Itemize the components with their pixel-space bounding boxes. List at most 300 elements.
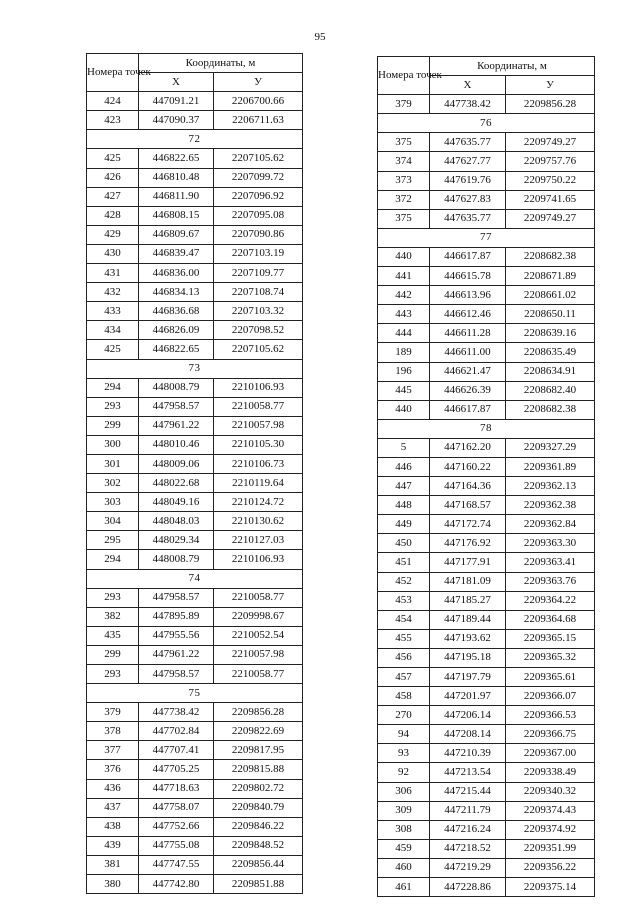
point-number-cell: 451 [378, 553, 430, 572]
point-number-cell: 432 [87, 283, 139, 302]
x-coordinate-cell: 447160.22 [430, 457, 506, 476]
x-coordinate-cell: 446811.90 [139, 187, 214, 206]
point-number-cell: 441 [378, 267, 430, 286]
point-number-cell: 427 [87, 187, 139, 206]
point-number-cell: 440 [378, 400, 430, 419]
x-coordinate-cell: 447210.39 [430, 744, 506, 763]
y-coordinate-cell: 2209363.41 [506, 553, 595, 572]
table-row [378, 267, 595, 286]
y-coordinate-cell: 2209364.68 [506, 610, 595, 629]
point-number-cell: 293 [87, 397, 139, 416]
point-number-cell: 453 [378, 591, 430, 610]
table-row [87, 454, 303, 473]
point-number-cell: 374 [378, 152, 430, 171]
y-coordinate-cell: 2209361.89 [506, 457, 595, 476]
x-coordinate-cell: 447705.25 [139, 760, 214, 779]
point-number-cell: 189 [378, 343, 430, 362]
x-coordinate-cell: 447162.20 [430, 438, 506, 457]
table-row [87, 474, 303, 493]
point-number-cell: 447 [378, 477, 430, 496]
x-coordinate-cell: 446834.13 [139, 283, 214, 302]
x-coordinate-cell: 447738.42 [430, 95, 506, 114]
table-row [378, 725, 595, 744]
point-number-cell: 379 [87, 703, 139, 722]
y-coordinate-cell: 2209365.15 [506, 629, 595, 648]
point-number-cell: 299 [87, 416, 139, 435]
point-number-cell: 428 [87, 206, 139, 225]
point-number-cell: 435 [87, 626, 139, 645]
plot-number-cell: 76 [378, 114, 595, 133]
y-coordinate-cell: 2208661.02 [506, 286, 595, 305]
coordinates-column-header: Координаты, м [430, 57, 595, 76]
x-column-header: X [430, 76, 506, 95]
x-coordinate-cell: 448022.68 [139, 474, 214, 493]
point-number-cell: 444 [378, 324, 430, 343]
point-number-cell: 425 [87, 149, 139, 168]
plot-group-row [378, 419, 595, 438]
table-row [87, 302, 303, 321]
y-coordinate-cell: 2208682.40 [506, 381, 595, 400]
x-coordinate-cell: 448010.46 [139, 435, 214, 454]
y-column-header: У [506, 76, 595, 95]
table-row [378, 648, 595, 667]
y-coordinate-cell: 2210106.93 [214, 378, 303, 397]
y-coordinate-cell: 2210127.03 [214, 531, 303, 550]
y-coordinate-cell: 2209366.07 [506, 687, 595, 706]
x-coordinate-cell: 447206.14 [430, 706, 506, 725]
x-coordinate-cell: 447185.27 [430, 591, 506, 610]
x-column-header: X [139, 73, 214, 92]
point-number-cell: 423 [87, 111, 139, 130]
point-number-cell: 442 [378, 286, 430, 305]
x-coordinate-cell: 447193.62 [430, 629, 506, 648]
y-coordinate-cell: 2209340.32 [506, 782, 595, 801]
point-number-cell: 293 [87, 588, 139, 607]
table-row [378, 324, 595, 343]
y-coordinate-cell: 2207096.92 [214, 187, 303, 206]
point-number-cell: 446 [378, 457, 430, 476]
y-coordinate-cell: 2209749.27 [506, 209, 595, 228]
point-number-cell: 308 [378, 820, 430, 839]
point-number-cell: 426 [87, 168, 139, 187]
x-coordinate-cell: 447895.89 [139, 607, 214, 626]
y-coordinate-cell: 2209846.22 [214, 817, 303, 836]
x-coordinate-cell: 447091.21 [139, 92, 214, 111]
table-row [378, 381, 595, 400]
table-row [378, 706, 595, 725]
point-number-cell: 293 [87, 665, 139, 684]
y-coordinate-cell: 2207103.19 [214, 244, 303, 263]
x-coordinate-cell: 447958.57 [139, 397, 214, 416]
plot-number-cell: 73 [87, 359, 303, 378]
x-coordinate-cell: 447747.55 [139, 855, 214, 874]
point-number-cell: 448 [378, 496, 430, 515]
x-coordinate-cell: 446810.48 [139, 168, 214, 187]
x-coordinate-cell: 446839.47 [139, 244, 214, 263]
page-number: 95 [314, 31, 326, 43]
table-row [87, 340, 303, 359]
x-coordinate-cell: 446822.65 [139, 149, 214, 168]
x-coordinate-cell: 448009.06 [139, 454, 214, 473]
y-coordinate-cell: 2209367.00 [506, 744, 595, 763]
table-row [378, 133, 595, 152]
table-row [87, 512, 303, 531]
points-column-header: Номера точек [378, 57, 430, 95]
y-coordinate-cell: 2207108.74 [214, 283, 303, 302]
x-coordinate-cell: 447742.80 [139, 875, 214, 894]
table-row [378, 496, 595, 515]
point-number-cell: 306 [378, 782, 430, 801]
y-coordinate-cell: 2209362.84 [506, 515, 595, 534]
point-number-cell: 382 [87, 607, 139, 626]
x-coordinate-cell: 446611.28 [430, 324, 506, 343]
x-coordinate-cell: 447958.57 [139, 665, 214, 684]
y-coordinate-cell: 2209822.69 [214, 722, 303, 741]
x-coordinate-cell: 447702.84 [139, 722, 214, 741]
y-coordinate-cell: 2209362.13 [506, 477, 595, 496]
y-coordinate-cell: 2209366.53 [506, 706, 595, 725]
table-row [378, 591, 595, 610]
table-row [87, 722, 303, 741]
x-coordinate-cell: 447635.77 [430, 133, 506, 152]
y-coordinate-cell: 2210105.30 [214, 435, 303, 454]
y-coordinate-cell: 2207099.72 [214, 168, 303, 187]
point-number-cell: 295 [87, 531, 139, 550]
plot-group-row [87, 359, 303, 378]
table-row [378, 687, 595, 706]
x-coordinate-cell: 448049.16 [139, 493, 214, 512]
point-number-cell: 438 [87, 817, 139, 836]
table-row [87, 283, 303, 302]
y-coordinate-cell: 2207095.08 [214, 206, 303, 225]
point-number-cell: 377 [87, 741, 139, 760]
x-coordinate-cell: 447738.42 [139, 703, 214, 722]
plot-group-row [87, 130, 303, 149]
point-number-cell: 302 [87, 474, 139, 493]
table-row [87, 760, 303, 779]
y-coordinate-cell: 2209840.79 [214, 798, 303, 817]
table-row [87, 626, 303, 645]
table-row [87, 149, 303, 168]
point-number-cell: 439 [87, 836, 139, 855]
x-coordinate-cell: 447181.09 [430, 572, 506, 591]
table-row [87, 244, 303, 263]
point-number-cell: 431 [87, 264, 139, 283]
point-number-cell: 303 [87, 493, 139, 512]
x-coordinate-cell: 446836.68 [139, 302, 214, 321]
y-coordinate-cell: 2209815.88 [214, 760, 303, 779]
plot-number-cell: 72 [87, 130, 303, 149]
plot-group-row [87, 684, 303, 703]
point-number-cell: 455 [378, 629, 430, 648]
x-coordinate-cell: 446617.87 [430, 247, 506, 266]
point-number-cell: 458 [378, 687, 430, 706]
table-row [378, 610, 595, 629]
points-column-header: Номера точек [87, 54, 139, 92]
point-number-cell: 445 [378, 381, 430, 400]
y-coordinate-cell: 2207103.32 [214, 302, 303, 321]
coordinates-table-left [86, 53, 303, 894]
table-row [378, 878, 595, 897]
y-coordinate-cell: 2210124.72 [214, 493, 303, 512]
y-coordinate-cell: 2209364.22 [506, 591, 595, 610]
y-coordinate-cell: 2209856.28 [506, 95, 595, 114]
y-coordinate-cell: 2209366.75 [506, 725, 595, 744]
table-row [87, 779, 303, 798]
x-coordinate-cell: 446611.00 [430, 343, 506, 362]
y-coordinate-cell: 2210119.64 [214, 474, 303, 493]
table-row [378, 839, 595, 858]
x-coordinate-cell: 447164.36 [430, 477, 506, 496]
plot-number-cell: 78 [378, 419, 595, 438]
point-number-cell: 452 [378, 572, 430, 591]
plot-group-row [87, 569, 303, 588]
point-number-cell: 449 [378, 515, 430, 534]
y-coordinate-cell: 2210106.73 [214, 454, 303, 473]
y-coordinate-cell: 2209750.22 [506, 171, 595, 190]
point-number-cell: 196 [378, 362, 430, 381]
y-coordinate-cell: 2209363.76 [506, 572, 595, 591]
point-number-cell: 461 [378, 878, 430, 897]
table-row [87, 588, 303, 607]
y-coordinate-cell: 2209362.38 [506, 496, 595, 515]
point-number-cell: 433 [87, 302, 139, 321]
y-coordinate-cell: 2207098.52 [214, 321, 303, 340]
x-coordinate-cell: 447201.97 [430, 687, 506, 706]
point-number-cell: 425 [87, 340, 139, 359]
y-coordinate-cell: 2209851.88 [214, 875, 303, 894]
table-row [87, 206, 303, 225]
y-coordinate-cell: 2209741.65 [506, 190, 595, 209]
y-coordinate-cell: 2208635.49 [506, 343, 595, 362]
point-number-cell: 92 [378, 763, 430, 782]
x-coordinate-cell: 446615.78 [430, 267, 506, 286]
point-number-cell: 5 [378, 438, 430, 457]
table-row [87, 550, 303, 569]
table-row [87, 665, 303, 684]
table-row [87, 416, 303, 435]
x-coordinate-cell: 448048.03 [139, 512, 214, 531]
point-number-cell: 94 [378, 725, 430, 744]
point-number-cell: 270 [378, 706, 430, 725]
coordinates-table-right [377, 56, 595, 897]
point-number-cell: 436 [87, 779, 139, 798]
y-coordinate-cell: 2208682.38 [506, 247, 595, 266]
table-row [378, 763, 595, 782]
point-number-cell: 372 [378, 190, 430, 209]
point-number-cell: 460 [378, 858, 430, 877]
x-coordinate-cell: 447197.79 [430, 668, 506, 687]
table-row [378, 190, 595, 209]
table-row [87, 645, 303, 664]
point-number-cell: 93 [378, 744, 430, 763]
point-number-cell: 301 [87, 454, 139, 473]
x-coordinate-cell: 447216.24 [430, 820, 506, 839]
y-coordinate-cell: 2207105.62 [214, 149, 303, 168]
table-row [378, 744, 595, 763]
plot-group-row [378, 114, 595, 133]
y-coordinate-cell: 2209757.76 [506, 152, 595, 171]
table-row [378, 534, 595, 553]
point-number-cell: 299 [87, 645, 139, 664]
y-coordinate-cell: 2209365.61 [506, 668, 595, 687]
table-row [378, 515, 595, 534]
x-coordinate-cell: 446809.67 [139, 225, 214, 244]
point-number-cell: 375 [378, 209, 430, 228]
x-coordinate-cell: 446613.96 [430, 286, 506, 305]
point-number-cell: 450 [378, 534, 430, 553]
plot-group-row [378, 228, 595, 247]
point-number-cell: 304 [87, 512, 139, 531]
point-number-cell: 381 [87, 855, 139, 874]
y-coordinate-cell: 2209327.29 [506, 438, 595, 457]
y-coordinate-cell: 2210052.54 [214, 626, 303, 645]
y-coordinate-cell: 2209356.22 [506, 858, 595, 877]
point-number-cell: 309 [378, 801, 430, 820]
point-number-cell: 375 [378, 133, 430, 152]
table-row [87, 168, 303, 187]
plot-number-cell: 77 [378, 228, 595, 247]
table-row [87, 111, 303, 130]
y-coordinate-cell: 2209802.72 [214, 779, 303, 798]
table-row [378, 305, 595, 324]
point-number-cell: 429 [87, 225, 139, 244]
x-coordinate-cell: 447752.66 [139, 817, 214, 836]
y-coordinate-cell: 2210106.93 [214, 550, 303, 569]
y-coordinate-cell: 2210058.77 [214, 665, 303, 684]
table-row [378, 362, 595, 381]
y-coordinate-cell: 2209848.52 [214, 836, 303, 855]
x-coordinate-cell: 447635.77 [430, 209, 506, 228]
y-coordinate-cell: 2209749.27 [506, 133, 595, 152]
point-number-cell: 440 [378, 247, 430, 266]
table-row [87, 225, 303, 244]
x-coordinate-cell: 447627.83 [430, 190, 506, 209]
table-row [378, 400, 595, 419]
coordinates-column-header: Координаты, м [139, 54, 303, 73]
x-coordinate-cell: 447228.86 [430, 878, 506, 897]
point-number-cell: 380 [87, 875, 139, 894]
y-coordinate-cell: 2206700.66 [214, 92, 303, 111]
plot-number-cell: 75 [87, 684, 303, 703]
y-coordinate-cell: 2209374.43 [506, 801, 595, 820]
table-row [378, 629, 595, 648]
x-coordinate-cell: 447168.57 [430, 496, 506, 515]
x-coordinate-cell: 447758.07 [139, 798, 214, 817]
table-row [378, 438, 595, 457]
x-coordinate-cell: 447958.57 [139, 588, 214, 607]
y-coordinate-cell: 2209338.49 [506, 763, 595, 782]
point-number-cell: 379 [378, 95, 430, 114]
x-coordinate-cell: 448008.79 [139, 378, 214, 397]
y-coordinate-cell: 2210058.77 [214, 588, 303, 607]
x-coordinate-cell: 447195.18 [430, 648, 506, 667]
point-number-cell: 378 [87, 722, 139, 741]
y-coordinate-cell: 2210057.98 [214, 416, 303, 435]
table-row [87, 493, 303, 512]
x-coordinate-cell: 447177.91 [430, 553, 506, 572]
point-number-cell: 430 [87, 244, 139, 263]
table-row [378, 286, 595, 305]
point-number-cell: 373 [378, 171, 430, 190]
table-row [378, 343, 595, 362]
y-coordinate-cell: 2210058.77 [214, 397, 303, 416]
y-coordinate-cell: 2210130.62 [214, 512, 303, 531]
x-coordinate-cell: 447961.22 [139, 416, 214, 435]
y-coordinate-cell: 2207105.62 [214, 340, 303, 359]
x-coordinate-cell: 447955.56 [139, 626, 214, 645]
table-row [87, 741, 303, 760]
y-coordinate-cell: 2209375.14 [506, 878, 595, 897]
x-coordinate-cell: 447215.44 [430, 782, 506, 801]
point-number-cell: 294 [87, 378, 139, 397]
x-coordinate-cell: 446626.39 [430, 381, 506, 400]
y-coordinate-cell: 2207090.86 [214, 225, 303, 244]
table-row [87, 397, 303, 416]
table-row [87, 321, 303, 340]
table-row [87, 607, 303, 626]
y-coordinate-cell: 2208639.16 [506, 324, 595, 343]
y-coordinate-cell: 2209351.99 [506, 839, 595, 858]
table-row [87, 875, 303, 894]
table-row [378, 457, 595, 476]
point-number-cell: 457 [378, 668, 430, 687]
y-coordinate-cell: 2209856.28 [214, 703, 303, 722]
x-coordinate-cell: 447718.63 [139, 779, 214, 798]
x-coordinate-cell: 447218.52 [430, 839, 506, 858]
x-coordinate-cell: 447172.74 [430, 515, 506, 534]
table-row [87, 92, 303, 111]
y-coordinate-cell: 2209856.44 [214, 855, 303, 874]
table-row [378, 820, 595, 839]
x-coordinate-cell: 447208.14 [430, 725, 506, 744]
y-coordinate-cell: 2208671.89 [506, 267, 595, 286]
x-coordinate-cell: 446808.15 [139, 206, 214, 225]
x-coordinate-cell: 447211.79 [430, 801, 506, 820]
table-row [378, 152, 595, 171]
point-number-cell: 443 [378, 305, 430, 324]
point-number-cell: 456 [378, 648, 430, 667]
y-coordinate-cell: 2208650.11 [506, 305, 595, 324]
point-number-cell: 376 [87, 760, 139, 779]
y-coordinate-cell: 2209365.32 [506, 648, 595, 667]
y-coordinate-cell: 2209817.95 [214, 741, 303, 760]
x-coordinate-cell: 447176.92 [430, 534, 506, 553]
table-row [87, 378, 303, 397]
x-coordinate-cell: 447755.08 [139, 836, 214, 855]
table-row [87, 855, 303, 874]
x-coordinate-cell: 446617.87 [430, 400, 506, 419]
table-row [87, 703, 303, 722]
x-coordinate-cell: 447961.22 [139, 645, 214, 664]
x-coordinate-cell: 447219.29 [430, 858, 506, 877]
point-number-cell: 434 [87, 321, 139, 340]
table-row [87, 435, 303, 454]
x-coordinate-cell: 446822.65 [139, 340, 214, 359]
table-row [87, 817, 303, 836]
y-coordinate-cell: 2208634.91 [506, 362, 595, 381]
point-number-cell: 437 [87, 798, 139, 817]
x-coordinate-cell: 446826.09 [139, 321, 214, 340]
table-row [378, 209, 595, 228]
table-row [378, 553, 595, 572]
table-row [378, 171, 595, 190]
table-row [87, 531, 303, 550]
table-row [378, 858, 595, 877]
table-row [378, 782, 595, 801]
point-number-cell: 300 [87, 435, 139, 454]
x-coordinate-cell: 446836.00 [139, 264, 214, 283]
